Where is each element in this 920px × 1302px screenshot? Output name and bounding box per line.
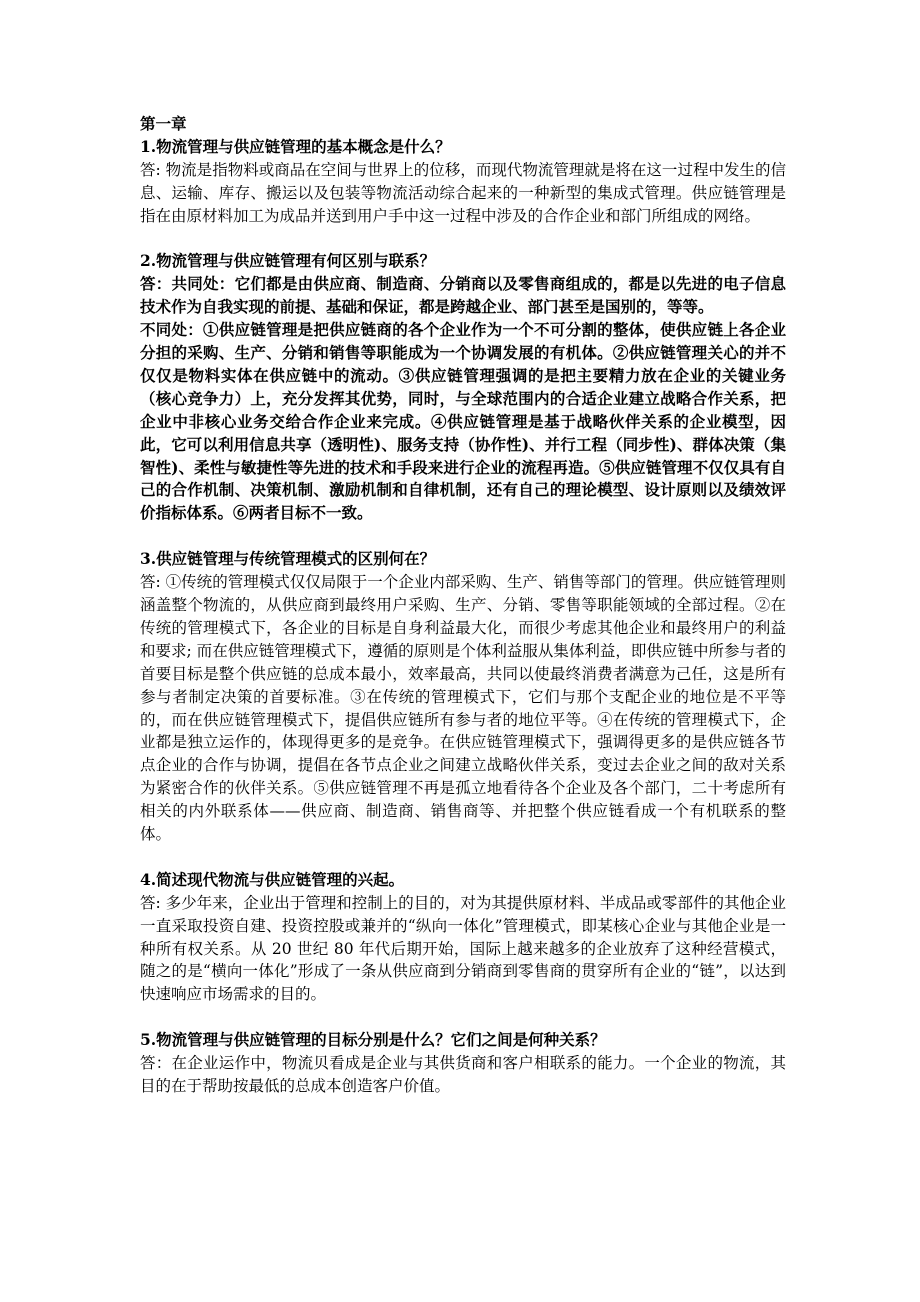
paragraph-gap xyxy=(140,1006,786,1029)
paragraph-gap xyxy=(140,846,786,869)
paragraph-gap xyxy=(140,525,786,548)
document-page xyxy=(140,113,786,1098)
answer-1: 答: 物流是指物料或商品在空间与世界上的位移，而现代物流管理就是将在这一过程中发生的信息、运输、库存、搬运以及包装等物流活动综合起来的一种新型的集成式管理。供应链管理是指在由原材料加工为成品并送到用户手中这一过程中涉及的合作企业和部门所组成的网络。 xyxy=(140,160,786,225)
answer-4: 答: 多少年来，企业出于管理和控制上的目的，对为其提供原材料、半成品或零部件的其他企业一直采取投资自建、投资控股或兼并的“纵向一体化”管理模式，即某核心企业与其他企业是一种所有权关系。从 20 世纪 80 年代后期开始，国际上越来越多的企业放弃了这种经营模式，随之的是“横向一体化”形成了一条从供应商到分销商到零售商的贯穿所有企业的“链”，以达到快速响应市场需求的目的。 xyxy=(140,893,786,1004)
question-5: 5.物流管理与供应链管理的目标分别是什么？它们之间是何种关系？ xyxy=(140,1030,606,1050)
chapter-title: 第一章 xyxy=(140,114,187,133)
answer-5: 答：在企业运作中，物流贝看成是企业与其供货商和客户相联系的能力。一个企业的物流，其目的在于帮助按最低的总成本创造客户价值。 xyxy=(140,1054,786,1095)
question-2: 2.物流管理与供应链管理有何区别与联系？ xyxy=(140,251,436,271)
answer-3: 答: ①传统的管理模式仅仅局限于一个企业内部采购、生产、销售等部门的管理。供应链管理则涵盖整个物流的，从供应商到最终用户采购、生产、分销、零售等职能领域的全部过程。②在传统的管理模式下，各企业的目标是自身利益最大化，而很少考虑其他企业和最终用户的利益和要求; 而在供应链管理模式下，遵循的原则是个体利益服从集体利益，即供应链中所参与者的首要目标是整个供应链的总成本最小，效率最高，共同以使最终消费者满意为己任，这是所有参与者制定决策的首要标准。③在传统的管理模式下，它们与那个支配企业的地位是不平等的，而在供应链管理模式下，提倡供应链所有参与者的地位平等。④在传统的管理模式下，企业都是独立运作的，体现得更多的是竞争。在供应链管理模式下，强调得更多的是供应链各节点企业的合作与协调，提倡在各节点企业之间建立战略伙伴关系，变过去企业之间的敌对关系为紧密合作的伙伴关系。⑤供应链管理不再是孤立地看待各个企业及各个部门，二十考虑所有相关的内外联系体——供应商、制造商、销售商等、并把整个供应链看成一个有机联系的整体。 xyxy=(140,573,786,844)
paragraph-gap xyxy=(140,228,786,251)
question-3: 3.供应链管理与传统管理模式的区别何在？ xyxy=(140,549,436,569)
question-4: 4.简述现代物流与供应链管理的兴起。 xyxy=(140,869,405,889)
answer-2-part-2: 不同处：①供应链管理是把供应链商的各个企业作为一个不可分割的整体，使供应链上各企业分担的采购、生产、分销和销售等职能成为一个协调发展的有机体。②供应链管理关心的并不仅仅是物料实体在供应链中的流动。③供应链管理强调的是把主要精力放在企业的关键业务（核心竞争力）上，充分发挥其优势，同时，与全球范围内的合适企业建立战略合作关系，把企业中非核心业务交给合作企业来完成。④供应链管理是基于战略伙伴关系的企业模型，因此，它可以利用信息共享（透明性)、服务支持（协作性)、并行工程（同步性)、群体决策（集智性)、柔性与敏捷性等先进的技术和手段来进行企业的流程再造。⑤供应链管理不仅仅具有自己的合作机制、决策机制、激励机制和自律机制，还有自己的理论模型、设计原则以及绩效评价指标体系。⑥两者目标不一致。 xyxy=(140,320,786,523)
answer-2-part-1: 答：共同处：它们都是由供应商、制造商、分销商以及零售商组成的，都是以先进的电子信息技术作为自我实现的前提、基础和保证，都是跨越企业、部门甚至是国别的，等等。 xyxy=(140,274,786,317)
question-1: 1.物流管理与供应链管理的基本概念是什么？ xyxy=(140,136,451,156)
